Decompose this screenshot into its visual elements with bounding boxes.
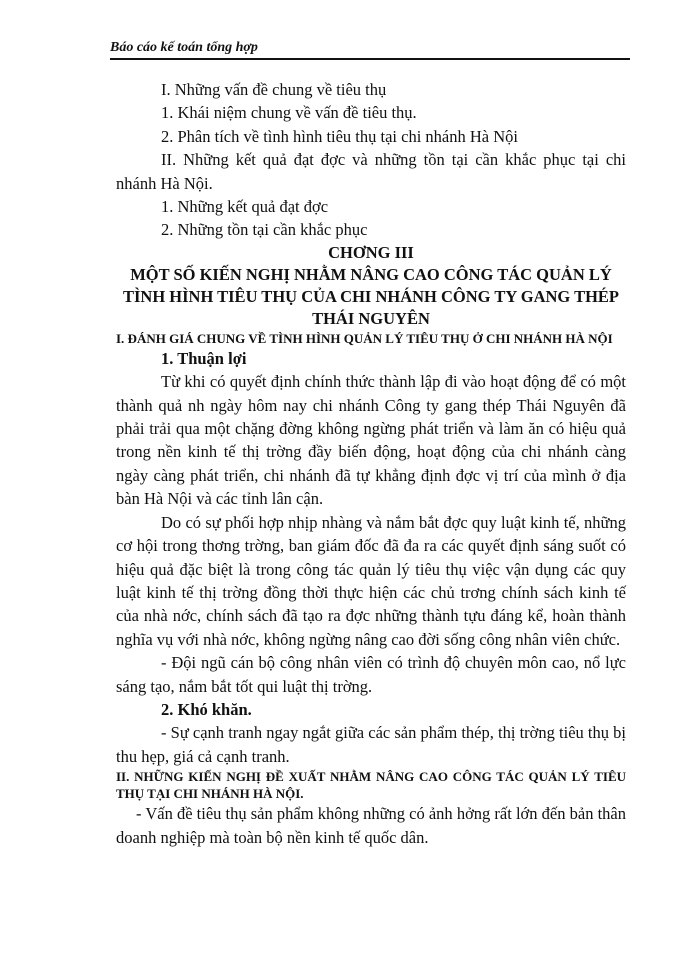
paragraph: - Vấn đề tiêu thụ sản phẩm không những có ảnh hởng rất lớn đến bản thân doanh nghiệp mà toàn bộ nền kinh tế quốc dân. <box>116 804 626 847</box>
toc-line: I. Những vấn đề chung về tiêu thụ <box>161 80 387 99</box>
subsection-heading: 1. Thuận lợi <box>161 348 247 368</box>
section-heading: I. ĐÁNH GIÁ CHUNG VỀ TÌNH HÌNH QUẢN LÝ TIÊU THỤ Ở CHI NHÁNH HÀ NỘI <box>116 330 613 346</box>
toc-line: 1. Khái niệm chung về vấn đề tiêu thụ. <box>161 103 417 123</box>
toc-line: 2. Phân tích về tình hình tiêu thụ tại chi nhánh Hà Nội <box>161 126 518 146</box>
paragraph: Từ khi có quyết định chính thức thành lập đi vào hoạt động để có một thành quả nh ngày hôm nay chi nhánh Công ty gang thép Thái Nguyên đã phải trải qua một chặng đờng không ngừng phát triển và làm ăn có hiệu quả trong nền kinh tế thị trờng đầy biến động, hoạt động của chi nhánh càng ngày càng phát triển, chi nhánh đã tự khẳng định đợc vị trí của mình ở địa bàn Hà Nội và các tỉnh lân cận. <box>116 372 626 509</box>
subsection-heading: 2. Khó khăn. <box>161 699 252 719</box>
chapter-title: MỘT SỐ KIẾN NGHỊ NHẰM NÂNG CAO CÔNG TÁC QUẢN LÝ TÌNH HÌNH TIÊU THỤ CỦA CHI NHÁNH CÔNG TY GANG THÉP THÁI NGUYÊN <box>123 264 619 328</box>
paragraph: - Sự cạnh tranh ngay ngắt giữa các sản phẩm thép, thị trờng tiêu thụ bị thu hẹp, giá cả cạnh tranh. <box>116 723 626 766</box>
paragraph: Do có sự phối hợp nhịp nhàng và nắm bắt đợc quy luật kinh tế, những cơ hội trong thơng trờng, ban giám đốc đã đa ra các quyết định sáng suốt có hiệu quả đặc biệt là trong công tác quản lý tiêu thụ việc vận dụng các quy luật kinh tế thị trờng đồng thời thực hiện các chủ trơng chính sách kinh tế của nhà nớc, chính sách đã tạo ra đợc những thành tựu đáng kể, hoàn thành nghĩa vụ với nhà nớc, không ngừng nâng cao đời sống công nhân viên chức. <box>116 512 626 649</box>
section-heading: II. NHỮNG KIẾN NGHỊ ĐỀ XUẤT NHẰM NÂNG CAO CÔNG TÁC QUẢN LÝ TIÊU THỤ TẠI CHI NHÁNH HÀ NỘI. <box>116 769 626 802</box>
toc-line: II. Những kết quả đạt đợc và những tồn tại cần khắc phục tại chi nhánh Hà Nội. <box>116 150 626 193</box>
chapter-label: CHƠNG III <box>328 242 414 262</box>
paragraph: - Đội ngũ cán bộ công nhân viên có trình độ chuyên môn cao, nổ lực sáng tạo, nắm bắt tốt qui luật thị trờng. <box>116 653 626 696</box>
toc-line: 2. Những tồn tại cần khắc phục <box>161 220 368 240</box>
toc-line: 1. Những kết quả đạt đợc <box>161 197 329 217</box>
document-body <box>116 78 626 849</box>
page-header: Báo cáo kế toán tổng hợp <box>110 40 630 60</box>
